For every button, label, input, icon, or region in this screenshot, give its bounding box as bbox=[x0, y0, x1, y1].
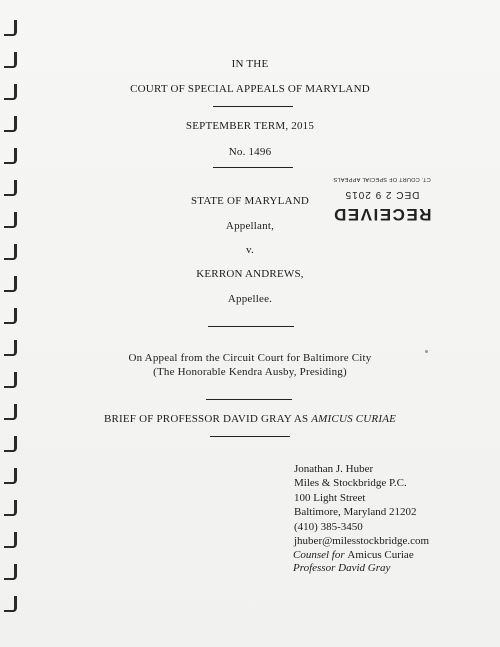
brief-title-prefix: BRIEF OF PROFESSOR DAVID GRAY AS bbox=[103, 413, 312, 425]
divider bbox=[213, 167, 293, 168]
counsel-firm: Miles & Stockbridge P.C. bbox=[294, 477, 407, 490]
counsel-role-amicus: Amicus Curiae bbox=[347, 549, 414, 561]
binding-ring bbox=[4, 468, 17, 484]
binding-ring bbox=[4, 436, 17, 452]
binding-ring bbox=[4, 532, 17, 548]
scan-speck bbox=[425, 350, 428, 353]
appellee-name: KERRON ANDREWS, bbox=[196, 268, 304, 280]
stamp-court: CT. COURT OF SPECIAL APPEALS bbox=[333, 176, 431, 182]
brief-title bbox=[0, 413, 500, 425]
binding-ring bbox=[4, 308, 17, 324]
court-name: COURT OF SPECIAL APPEALS OF MARYLAND bbox=[130, 83, 370, 95]
appellant-name: STATE OF MARYLAND bbox=[190, 195, 310, 207]
case-number: No. 1496 bbox=[228, 146, 272, 158]
divider bbox=[213, 106, 293, 107]
counsel-name: Jonathan J. Huber bbox=[294, 463, 374, 475]
counsel-role bbox=[293, 549, 414, 575]
appeal-from-line: On Appeal from the Circuit Court for Baltimore City bbox=[128, 352, 372, 364]
binding-ring bbox=[4, 564, 17, 580]
counsel-role-line2: Professor David Gray bbox=[293, 562, 391, 574]
counsel-email: jhuber@milesstockbridge.com bbox=[294, 535, 430, 548]
stamp-received: RECEIVED bbox=[332, 205, 432, 224]
divider bbox=[208, 326, 294, 327]
spiral-binding bbox=[4, 14, 20, 634]
stamp-date: DEC 2 9 2015 bbox=[344, 189, 420, 200]
appellant-role: Appellant, bbox=[225, 220, 275, 232]
divider bbox=[210, 436, 290, 437]
received-stamp bbox=[332, 170, 432, 230]
counsel-street: 100 Light Street bbox=[294, 491, 366, 504]
counsel-phone: (410) 385-3450 bbox=[294, 520, 363, 533]
binding-ring bbox=[4, 180, 17, 196]
binding-ring bbox=[4, 20, 17, 36]
in-the-heading: IN THE bbox=[231, 58, 269, 70]
term-heading: SEPTEMBER TERM, 2015 bbox=[185, 120, 315, 132]
binding-ring bbox=[4, 500, 17, 516]
counsel-role-line1 bbox=[293, 549, 414, 562]
counsel-block bbox=[294, 462, 429, 548]
presiding-judge-line: (The Honorable Kendra Ausby, Presiding) bbox=[153, 366, 347, 378]
divider bbox=[206, 399, 292, 400]
counsel-role-prefix: Counsel for bbox=[293, 549, 348, 561]
brief-title-amicus: AMICUS CURIAE bbox=[311, 413, 397, 425]
binding-ring bbox=[4, 596, 17, 612]
versus-label: v. bbox=[246, 244, 254, 256]
counsel-city: Baltimore, Maryland 21202 bbox=[294, 506, 417, 519]
appellee-role: Appellee. bbox=[227, 293, 273, 305]
